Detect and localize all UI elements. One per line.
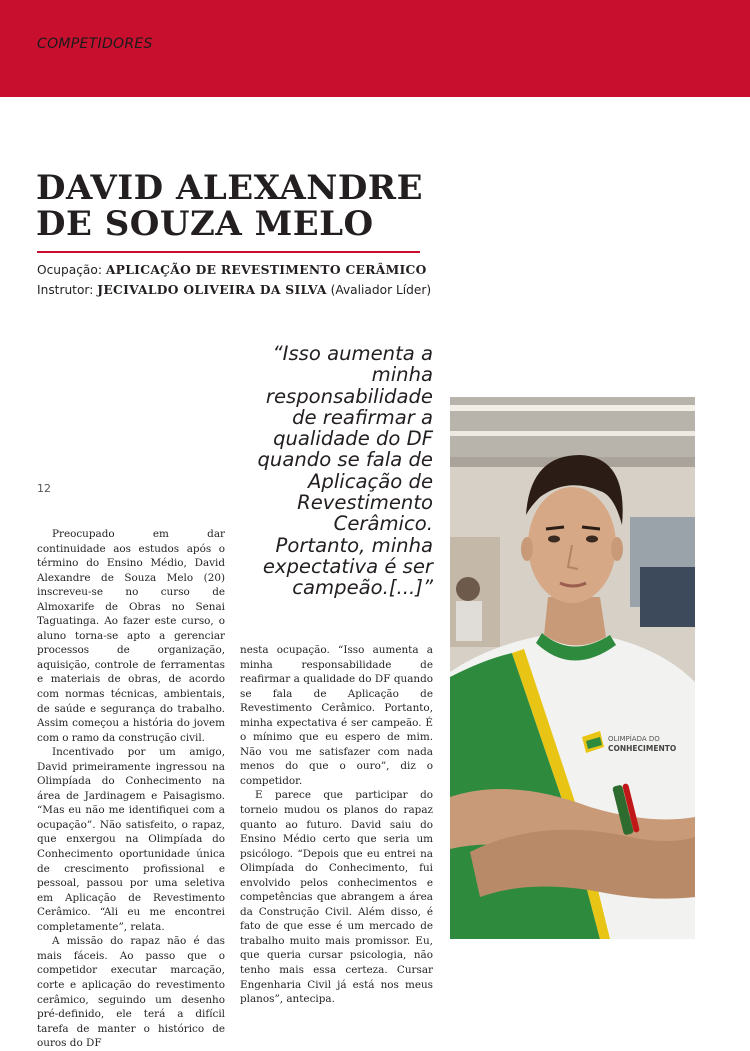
title-line-1: DAVID ALEXANDRE — [36, 168, 423, 208]
competitor-photo — [450, 397, 695, 939]
article-meta — [37, 260, 431, 300]
body-column-left — [37, 527, 225, 1051]
title-line-2: DE SOUZA MELO — [36, 204, 374, 244]
instructor-role: (Avaliador Líder) — [330, 283, 432, 297]
title-divider — [37, 251, 420, 253]
header-band — [0, 0, 750, 97]
instructor-label: Instrutor: — [37, 283, 94, 297]
article-title — [36, 170, 436, 242]
body-paragraph: Preocupado em dar continuidade aos estudos após o término do Ensino Médio, David Alexandre de Souza Melo (20) inscreveu-se no curso de Almoxarife de Obras no Senai Taguatinga. Ao fazer este curso, o aluno torna-se apto a gerenciar processos de organização, aquisição, controle de ferramentas e materiais de obras, de acordo com normas técnicas, ambientais, de saúde e segurança do trabalho. Assim começou a história do jovem com o ramo da construção civil. — [37, 528, 225, 744]
page-number: 12 — [37, 482, 51, 495]
occupation-line — [37, 260, 431, 280]
occupation-label: Ocupação: — [37, 263, 102, 277]
instructor-value: JECIVALDO OLIVEIRA DA SILVA — [97, 282, 327, 297]
shirt-logo-line2: CONHECIMENTO — [608, 744, 677, 753]
body-paragraph: E parece que participar do torneio mudou os planos do rapaz quanto ao futuro. David saiu do Ensino Médio certo que seria um psicólogo. “Depois que eu entrei na Olimpíada do Conhecimento, fui envolvido pelos conhecimentos e competências que abrangem a área da Construção Civil. Além disso, é fato de que esse é um mercado de trabalho muito mais promissor. Eu, que queria cursar psicologia, não tenho mais essa certeza. Cursar Engenharia Civil já está nos meus planos”, antecipa. — [240, 789, 433, 1006]
pull-quote: “Isso aumenta a minha responsabilidade de reafirmar a qualidade do DF quando se fala de Aplicação de Revestimento Cerâmico. Portanto, minha expectativa é ser campeão.[...]” — [257, 342, 433, 600]
occupation-value: APLICAÇÃO DE REVESTIMENTO CERÂMICO — [105, 262, 427, 277]
body-paragraph: Incentivado por um amigo, David primeiramente ingressou na Olimpíada do Conhecimento na área de Jardinagem e Paisagismo. “Mas eu não me identifiquei com a ocupação”. Não satisfeito, o rapaz, que enxergou na Olimpíada do Conhecimento oportunidade única de crescimento profissional e pessoal, passou por uma seletiva em Aplicação de Revestimento Cerâmico. “Ali eu me encontrei completamente”, relata. — [37, 746, 225, 933]
portrait-illustration — [450, 397, 695, 939]
instructor-line — [37, 280, 431, 300]
body-paragraph: A missão do rapaz não é das mais fáceis. Ao passo que o competidor executar marcação, corte e aplicação do revestimento cerâmico, seguindo um desenho pré-definido, ele terá a difícil tarefa de manter o histórico de ouros do DF — [37, 935, 225, 1050]
body-paragraph: nesta ocupação. “Isso aumenta a minha responsabilidade de reafirmar a qualidade do DF quando se fala de Aplicação de Revestimento Cerâmico. Portanto, minha expectativa é ser campeão. É o mínimo que eu espero de mim. Não vou me satisfazer com nada menos do que o ouro”, diz o competidor. — [240, 644, 433, 787]
body-column-middle — [240, 643, 433, 1007]
shirt-logo-line1: OLIMPÍADA DO — [608, 735, 660, 743]
section-label: COMPETIDORES — [37, 36, 153, 52]
